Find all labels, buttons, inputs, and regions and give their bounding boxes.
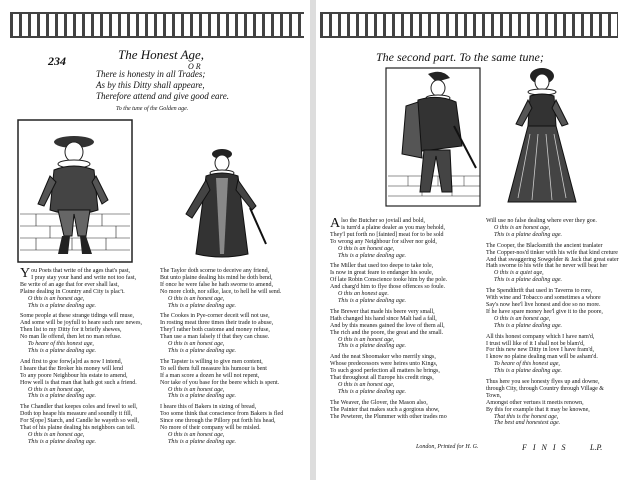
right-page bbox=[316, 0, 628, 480]
verse-line: Some people at these strange tidings will muse, bbox=[20, 313, 134, 320]
tune-line: To the tune of the Golden age. bbox=[116, 106, 189, 112]
verse-line: The Cookes in Pye-corner deceit will not use, bbox=[160, 313, 270, 320]
verse-line: No more of their company will be misled. bbox=[160, 425, 261, 432]
refrain-line: This is a plaine dealing age. bbox=[168, 393, 236, 400]
refrain-line: This is a plaine dealing age. bbox=[494, 322, 562, 329]
refrain-line: This is a plaine dealing age. bbox=[168, 347, 236, 354]
verse-line: Hath changed his hand since Malt had a fall, bbox=[330, 315, 437, 322]
verse-line: Of late Robin Conscience tooke him by the pole. bbox=[330, 277, 448, 284]
refrain-line: To heare of this honest age, bbox=[28, 341, 94, 348]
ballad-title: The Honest Age, bbox=[118, 47, 205, 62]
verse-line: The Chandler that keepes coles and fewel to sell, bbox=[20, 404, 138, 411]
stanza bbox=[330, 218, 480, 259]
refrain-line: This is a plaine dealing age. bbox=[338, 297, 406, 304]
stanza bbox=[160, 404, 306, 445]
refrain-line: This is a plaine dealing age. bbox=[168, 438, 236, 445]
stanza bbox=[486, 218, 624, 239]
stanza bbox=[486, 379, 624, 427]
verse-line: And the neat Shoomaker who merrily sings, bbox=[330, 354, 436, 361]
verse-line: Than use a man falsely if that they can chuse. bbox=[160, 334, 270, 341]
stanza bbox=[20, 404, 156, 445]
verse-line: Doth top heape his measure and soundly it fill, bbox=[20, 411, 133, 418]
refrain-line: This is a plaine dealing age. bbox=[338, 388, 406, 395]
author-initials: L.P. bbox=[590, 443, 603, 452]
verse-line: Then list to my Ditty for it briefly shewes, bbox=[20, 327, 122, 334]
stanza bbox=[160, 359, 306, 400]
verse-line: Say's now hee'l live honest and doe so no more. bbox=[486, 301, 601, 308]
right-column-2 bbox=[486, 218, 624, 431]
verse-line: You Poets that write of the ages that's past, bbox=[20, 266, 131, 281]
left-column-1 bbox=[20, 268, 156, 450]
verse-line: That of his plaine dealing his neighbors can tell. bbox=[20, 425, 136, 432]
verse-line: Amongst other vertues it meetis renown, bbox=[486, 399, 584, 406]
verse-line: In rosting meat three times their trade to abuse, bbox=[160, 320, 274, 327]
stanza bbox=[330, 400, 480, 421]
verse-line: I heare this of Bakers in sizing of bread, bbox=[160, 404, 257, 411]
refrain-line: O this is an honest age, bbox=[168, 341, 225, 348]
refrain-line: This is a plaine dealing age. bbox=[28, 302, 96, 309]
stanza bbox=[20, 313, 156, 354]
verse-line: And first to goe forw[a]rd as now I intend, bbox=[20, 358, 123, 365]
refrain-line: This is a plaine dealing age. bbox=[494, 368, 562, 375]
verse-line: Since one through the Pillory put forth his head, bbox=[160, 418, 276, 425]
verse-line: I trust will like of it I shall not be blam'd, bbox=[486, 340, 585, 347]
verse-line: Plaine dealing in Country and City is plac't. bbox=[20, 288, 125, 295]
verse-line: With wine and Tobacco and sometimes a whore bbox=[486, 295, 601, 302]
refrain-line: O this is an honest age, bbox=[494, 224, 551, 231]
verse-line: Be write of an age that for ever shall last, bbox=[20, 281, 119, 288]
refrain-line: O this is an honest age, bbox=[338, 245, 395, 252]
stanza bbox=[20, 268, 156, 309]
verse-line: All this honest company which I have nam'd, bbox=[486, 333, 595, 340]
refrain-line: This is a plaine dealing age. bbox=[168, 302, 236, 309]
verse-line: I pray stay your hand and write not too fast, bbox=[31, 274, 137, 281]
verse-line: Hath sworne to his wife that he never will beat her bbox=[486, 263, 608, 270]
verse-line: The Miller that used too deepe to take tole, bbox=[330, 263, 434, 270]
refrain-line: This is a plaine dealing age. bbox=[28, 438, 96, 445]
refrain-line: This is a plaine dealing age. bbox=[494, 277, 562, 284]
verse-line: The Pewterer, the Plummer with other trades mo bbox=[330, 413, 447, 420]
woodcut-gentleman-image bbox=[16, 118, 134, 264]
verse-line: And by this meanes gained the love of them all, bbox=[330, 322, 445, 329]
verse-line: They'l put forth no [fainted] meat for to be sold bbox=[330, 231, 444, 238]
verse-line: The Tapster is willing to give men content, bbox=[160, 358, 263, 365]
verse-line: How well is that man that hath got such a friend. bbox=[20, 379, 137, 386]
verse-line: And charg'd him to flye those offences so foule. bbox=[330, 284, 445, 291]
refrain-line: This is a plaine dealing age. bbox=[338, 252, 406, 259]
subtitle-line: There is honesty in all Trades; bbox=[96, 69, 206, 79]
refrain-line: O this is an honest age, bbox=[168, 386, 225, 393]
verse-line: By this for example that it may be knowne, bbox=[486, 406, 590, 413]
verse-line: If a man score a dozen he will not repent, bbox=[160, 372, 260, 379]
verse-line: I know no plaine dealing man will be asham'd. bbox=[486, 354, 598, 361]
stanza bbox=[486, 243, 624, 284]
verse-line: The rich and the poore, the great and the small. bbox=[330, 329, 444, 336]
verse-line: The Taylor doth scorne to deceive any friend, bbox=[160, 268, 270, 274]
refrain-line: O this is an honest age, bbox=[28, 295, 85, 302]
refrain-line: O this an honest age. bbox=[338, 291, 389, 298]
refrain-line: O this is an honest age, bbox=[494, 315, 551, 322]
verse-line: through City, through Country through Village & bbox=[486, 385, 604, 392]
verse-line: If he have spare money hee'l give it to the poore, bbox=[486, 308, 603, 315]
decorative-border bbox=[320, 12, 618, 38]
woodcut-lady-image bbox=[500, 64, 584, 208]
page-number: 234 bbox=[48, 54, 66, 68]
verse-line: I heare that the Broker his money will lend bbox=[20, 365, 123, 372]
verse-line: If once he were false he hath sworne to amend, bbox=[160, 281, 273, 288]
second-part-title: The second part. To the same tune; bbox=[376, 50, 544, 64]
verse-line: The Weaver, the Glover, the Mason also, bbox=[330, 399, 428, 406]
verse-line: To sell them full measure his humour is bent bbox=[160, 365, 267, 372]
verse-line: Whose predecessors were heires unto Kings, bbox=[330, 361, 438, 368]
verse-line: The Cooper, the Blacksmith the ancient tranlater bbox=[486, 242, 603, 249]
refrain-line: This is a plaine dealing age. bbox=[494, 231, 562, 238]
subtitle-line: As by this Ditty shall appeare, bbox=[96, 80, 205, 90]
finis-mark: F I N I S bbox=[522, 443, 568, 452]
refrain-line: O this is an honest age, bbox=[168, 431, 225, 438]
stanza bbox=[160, 313, 306, 354]
refrain-line: O this is a quiet age, bbox=[494, 270, 544, 277]
verse-line: Too some think that conscience from Bakers is fled bbox=[160, 411, 284, 418]
verse-line: No man lle offend, then let no man refuse. bbox=[20, 334, 122, 341]
left-page bbox=[0, 0, 310, 480]
verse-line: They'l rather both custome and money refuse, bbox=[160, 327, 270, 334]
right-column-1 bbox=[330, 218, 480, 424]
stanza bbox=[330, 263, 480, 304]
refrain-line: To heare of this honest age, bbox=[494, 361, 560, 368]
verse-line: For this new new Ditty in love I have fram'd, bbox=[486, 347, 595, 354]
stanza bbox=[330, 354, 480, 395]
refrain-line: This is a plaine dealing age. bbox=[28, 393, 96, 400]
stanza bbox=[486, 334, 624, 375]
verse-line: The Copper-nos'd tinker with his wife that kind creture bbox=[486, 249, 618, 256]
verse-line: The Spendthrift that used in Taverns to rore, bbox=[486, 288, 593, 295]
stanza bbox=[20, 359, 156, 400]
verse-line: The Brewer that made his beere very small, bbox=[330, 308, 435, 315]
subtitle-line: Therefore attend and give good eare. bbox=[96, 91, 229, 101]
decorative-border bbox=[10, 12, 304, 38]
verse-line: For S[ope] Starch, and Candle he wayeth so well, bbox=[20, 418, 139, 425]
refrain-line: The best and honestest age. bbox=[494, 420, 561, 427]
verse-line: No more cloth, nor silke, lace, to hell he will send. bbox=[160, 288, 282, 295]
verse-line: The Painter that makes such a gorgious show, bbox=[330, 406, 440, 413]
verse-line: Thus here you see honesty flyes up and downe, bbox=[486, 379, 600, 386]
verse-line: But unto plaine dealing his mind he doth bend, bbox=[160, 274, 273, 281]
refrain-line: That this is the honest age, bbox=[494, 413, 559, 420]
verse-line: To such good perfection all matters he brings, bbox=[330, 368, 440, 375]
stanza bbox=[486, 288, 624, 329]
verse-line: And that swaggering Sowgelder & Jack that great eater bbox=[486, 256, 619, 263]
verse-line: Nor take of you base for the beere which is spent. bbox=[160, 379, 280, 386]
refrain-line: O this is an honest age, bbox=[28, 386, 85, 393]
verse-line: Also the Butcher so joviall and bold, bbox=[330, 216, 425, 231]
woodcut-robed-man-image bbox=[176, 144, 268, 262]
refrain-line: O this is an honest age, bbox=[338, 336, 395, 343]
verse-line: Is now in great feare to endanger his soule, bbox=[330, 270, 434, 277]
verse-line: Town, bbox=[486, 392, 502, 399]
refrain-line: O this is an honest age, bbox=[28, 431, 85, 438]
left-column-2 bbox=[160, 268, 306, 450]
printer-imprint: London, Printed for H. G. bbox=[416, 444, 479, 450]
stanza bbox=[330, 309, 480, 350]
verse-line: To any poore Neighbour his estate to amend, bbox=[20, 372, 128, 379]
verse-line: And some will be joyfull to heare such rare newes, bbox=[20, 320, 142, 327]
subtitle bbox=[96, 69, 229, 102]
title-or: O R bbox=[188, 62, 201, 71]
verse-line: is turn'd a plaine dealer as you may behold, bbox=[341, 224, 446, 231]
refrain-line: O this is an honest age, bbox=[168, 295, 225, 302]
refrain-line: O this is an honest age, bbox=[338, 381, 395, 388]
verse-line: To wrong any Neighbour for silver nor gold, bbox=[330, 238, 437, 245]
refrain-line: This is a plaine dealing age. bbox=[28, 347, 96, 354]
verse-line: That throughout all Europe his credit rings, bbox=[330, 375, 434, 382]
refrain-line: This is a plaine dealing age. bbox=[338, 343, 406, 350]
verse-line: Will use no false dealing where ever they goe. bbox=[486, 218, 597, 224]
woodcut-cloaked-man-image bbox=[384, 66, 482, 208]
stanza bbox=[160, 268, 306, 309]
